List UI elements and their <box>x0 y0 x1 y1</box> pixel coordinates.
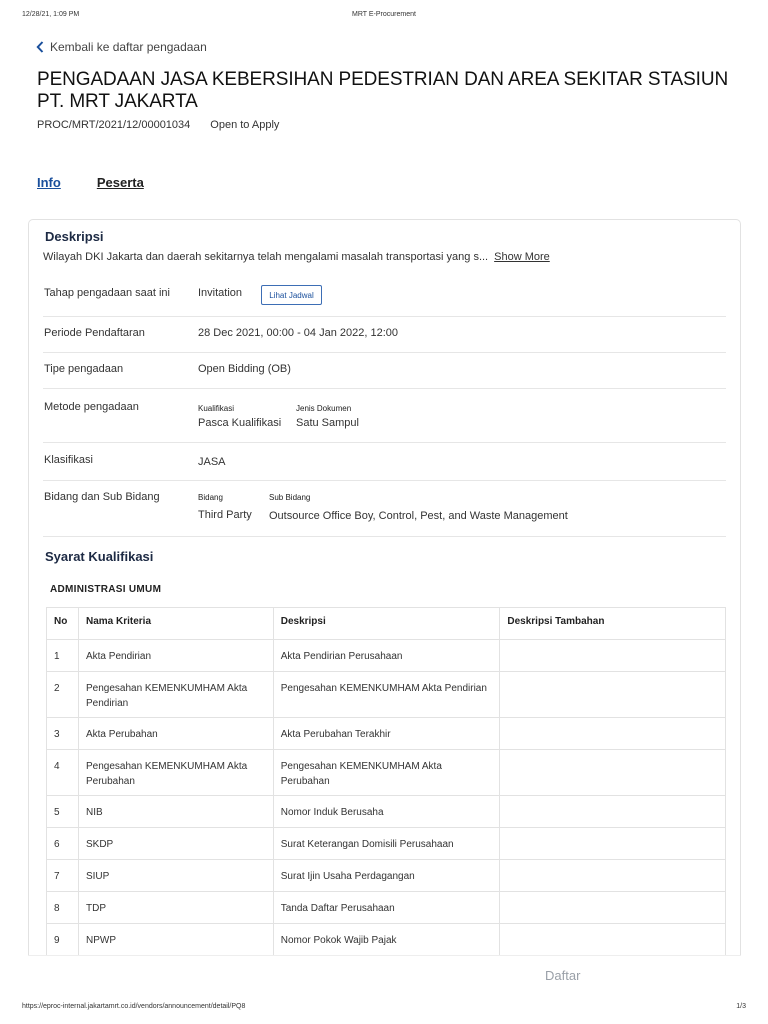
table-row <box>47 718 726 750</box>
cell-tambahan <box>500 828 726 860</box>
bidang-row-label: Bidang dan Sub Bidang <box>44 491 160 503</box>
col-deskripsi: Deskripsi <box>273 608 500 640</box>
admin-group-title: ADMINISTRASI UMUM <box>50 584 162 595</box>
cell-nama: SKDP <box>78 828 273 860</box>
cell-nama: Pengesahan KEMENKUMHAM Akta Pendirian <box>78 672 273 718</box>
row-klasifikasi <box>43 443 726 481</box>
klasifikasi-label: Klasifikasi <box>44 454 93 466</box>
col-nama-kriteria: Nama Kriteria <box>78 608 273 640</box>
status-label: Open to Apply <box>210 119 280 131</box>
kriteria-table <box>46 607 726 956</box>
deskripsi-heading: Deskripsi <box>45 229 104 244</box>
procurement-meta <box>37 119 279 131</box>
cell-nama: Akta Pendirian <box>78 640 273 672</box>
cell-deskripsi: Nomor Induk Berusaha <box>273 796 500 828</box>
cell-tambahan <box>500 924 726 956</box>
cell-tambahan <box>500 718 726 750</box>
row-tahap <box>43 275 726 317</box>
table-row <box>47 828 726 860</box>
row-periode <box>43 317 726 353</box>
cell-tambahan <box>500 892 726 924</box>
procurement-code: PROC/MRT/2021/12/00001034 <box>37 119 191 131</box>
print-url: https://eproc-internal.jakartamrt.co.id/vendors/announcement/detail/PQ8 <box>22 1003 246 1010</box>
cell-nama: TDP <box>78 892 273 924</box>
print-page-number: 1/3 <box>736 1003 746 1010</box>
page-title: PENGADAAN JASA KEBERSIHAN PEDESTRIAN DAN AREA SEKITAR STASIUN PT. MRT JAKARTA <box>37 69 729 112</box>
metode-label: Metode pengadaan <box>44 401 139 413</box>
back-to-list-link[interactable] <box>36 40 207 54</box>
bidang-label: Bidang <box>198 493 223 502</box>
cell-tambahan <box>500 750 726 796</box>
cell-nama: NIB <box>78 796 273 828</box>
lihat-jadwal-button[interactable]: Lihat Jadwal <box>261 285 322 305</box>
cell-deskripsi: Nomor Pokok Wajib Pajak <box>273 924 500 956</box>
tab-bar <box>37 175 144 190</box>
tahap-label: Tahap pengadaan saat ini <box>44 287 170 299</box>
cell-deskripsi: Akta Pendirian Perusahaan <box>273 640 500 672</box>
tahap-value: Invitation <box>198 287 243 299</box>
table-row <box>47 924 726 956</box>
cell-nama: SIUP <box>78 860 273 892</box>
table-row <box>47 860 726 892</box>
cell-nama: Pengesahan KEMENKUMHAM Akta Perubahan <box>78 750 273 796</box>
kualifikasi-value: Pasca Kualifikasi <box>198 417 282 429</box>
tipe-value: Open Bidding (OB) <box>198 363 291 375</box>
col-deskripsi-tambahan: Deskripsi Tambahan <box>500 608 726 640</box>
back-link-label: Kembali ke daftar pengadaan <box>50 40 207 54</box>
table-row <box>47 672 726 718</box>
cell-nama: NPWP <box>78 924 273 956</box>
show-more-link[interactable]: Show More <box>494 251 550 263</box>
cell-nama: Akta Perubahan <box>78 718 273 750</box>
tab-info[interactable]: Info <box>37 175 61 190</box>
table-row <box>47 640 726 672</box>
cell-no: 2 <box>47 672 79 718</box>
cell-deskripsi: Akta Perubahan Terakhir <box>273 718 500 750</box>
deskripsi-body: Wilayah DKI Jakarta dan daerah sekitarnya telah mengalami masalah transportasi yang s... <box>43 251 489 263</box>
print-header <box>0 11 768 21</box>
cell-no: 1 <box>47 640 79 672</box>
table-row <box>47 892 726 924</box>
cell-deskripsi: Surat Ijin Usaha Perdagangan <box>273 860 500 892</box>
cell-tambahan <box>500 672 726 718</box>
daftar-button[interactable]: Daftar <box>545 968 581 983</box>
cell-no: 5 <box>47 796 79 828</box>
row-metode <box>43 389 726 443</box>
periode-value: 28 Dec 2021, 00:00 - 04 Jan 2022, 12:00 <box>198 327 398 339</box>
cell-deskripsi: Surat Keterangan Domisili Perusahaan <box>273 828 500 860</box>
table-header-row <box>47 608 726 640</box>
cell-no: 3 <box>47 718 79 750</box>
row-bidang <box>43 481 726 537</box>
cell-no: 8 <box>47 892 79 924</box>
jenis-dokumen-label: Jenis Dokumen <box>296 404 352 413</box>
table-row <box>47 750 726 796</box>
bidang-value: Third Party <box>198 509 252 521</box>
tab-peserta[interactable]: Peserta <box>96 175 144 190</box>
syarat-heading: Syarat Kualifikasi <box>45 549 154 564</box>
sticky-footer-bar <box>28 955 741 995</box>
sub-bidang-label: Sub Bidang <box>269 493 311 502</box>
cell-no: 7 <box>47 860 79 892</box>
table-row <box>47 796 726 828</box>
cell-deskripsi: Pengesahan KEMENKUMHAM Akta Pendirian <box>273 672 500 718</box>
kualifikasi-label: Kualifikasi <box>198 404 235 413</box>
periode-label: Periode Pendaftaran <box>44 327 145 339</box>
klasifikasi-value: JASA <box>198 456 226 468</box>
jenis-dokumen-value: Satu Sampul <box>296 417 359 429</box>
cell-tambahan <box>500 860 726 892</box>
print-page-title: MRT E-Procurement <box>352 11 416 18</box>
print-footer <box>0 1003 768 1013</box>
tipe-label: Tipe pengadaan <box>44 363 124 375</box>
sub-bidang-value: Outsource Office Boy, Control, Pest, and Waste Management <box>269 510 568 522</box>
chevron-left-icon <box>36 41 44 53</box>
cell-no: 9 <box>47 924 79 956</box>
row-tipe <box>43 353 726 389</box>
cell-no: 4 <box>47 750 79 796</box>
cell-tambahan <box>500 796 726 828</box>
detail-card <box>28 219 741 979</box>
deskripsi-text <box>43 251 550 263</box>
print-datetime: 12/28/21, 1:09 PM <box>22 11 80 18</box>
cell-no: 6 <box>47 828 79 860</box>
cell-tambahan <box>500 640 726 672</box>
cell-deskripsi: Pengesahan KEMENKUMHAM Akta Perubahan <box>273 750 500 796</box>
col-no: No <box>47 608 79 640</box>
cell-deskripsi: Tanda Daftar Perusahaan <box>273 892 500 924</box>
